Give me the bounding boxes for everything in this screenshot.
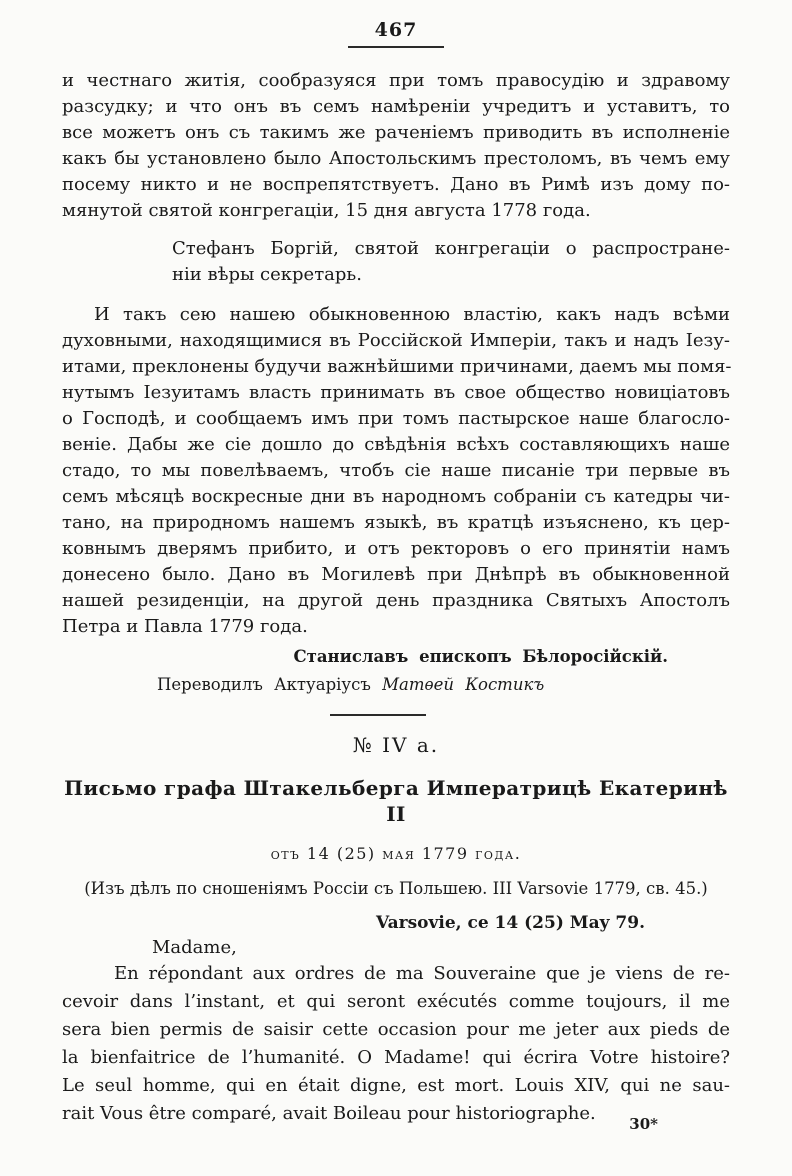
text-line: нашей резиденціи, на другой день праздника Святыхъ Апостолъ bbox=[62, 590, 730, 611]
header-rule bbox=[348, 46, 444, 48]
text-line: ніи вѣры секретарь. bbox=[172, 264, 362, 285]
text-line: все можетъ онъ съ такимъ же раченіемъ приводить въ исполненіе bbox=[62, 122, 730, 143]
section-divider-rule bbox=[330, 714, 426, 716]
doc1-attribution-block bbox=[172, 236, 730, 288]
text-line: cevoir dans l’instant, et qui seront exécutés comme toujours, il me bbox=[62, 991, 730, 1012]
doc2-source-note: (Изъ дѣлъ по сношеніямъ Россіи съ Польшею. III Varsovie 1779, св. 45.) bbox=[84, 879, 708, 898]
doc1-body-paragraph bbox=[62, 302, 730, 640]
text-line: rait Vous être comparé, avait Boileau pour historiographe. bbox=[62, 1103, 596, 1124]
text-line: Le seul homme, qui en était digne, est mort. Louis XIV, qui ne sau- bbox=[62, 1075, 730, 1096]
text-line: Петра и Павла 1779 года. bbox=[62, 616, 308, 637]
translator-prefix: Переводилъ Актуаріусъ bbox=[157, 675, 371, 694]
text-line: En répondant aux ordres de ma Souveraine que je viens de re- bbox=[114, 963, 730, 984]
text-line: стадо, то мы повелѣваемъ, чтобъ сіе наше писаніе три первые въ bbox=[62, 460, 730, 481]
text-line: семъ мѣсяцѣ воскресные дни въ народномъ собраніи съ катедры чи- bbox=[62, 486, 730, 507]
text-line: донесено было. Дано въ Могилевѣ при Днѣпрѣ въ обыкновенной bbox=[62, 564, 730, 585]
printers-signature-mark: 30* bbox=[629, 1115, 658, 1133]
text-line: и честнаго житія, сообразуяся при томъ правосудію и здравому bbox=[62, 70, 730, 91]
doc1-continuation-paragraph bbox=[62, 68, 730, 224]
text-line: la bienfaitrice de l’humanité. O Madame! qui écrira Votre histoire? bbox=[62, 1047, 730, 1068]
text-line: нутымъ Іезуитамъ власть принимать въ свое общество новиціатовъ bbox=[62, 382, 730, 403]
text-line: духовными, находящимися въ Россійской Имперіи, такъ и надъ Іезу- bbox=[62, 330, 730, 351]
text-line: разсудку; и что онъ въ семъ намѣреніи учредитъ и уставитъ, то bbox=[62, 96, 730, 117]
doc2-letter-paragraph bbox=[62, 960, 730, 1128]
page-number: 467 bbox=[374, 19, 418, 41]
text-line: посему никто и не воспрепятствуетъ. Дано въ Римѣ изъ дому по- bbox=[62, 174, 730, 195]
doc1-signature: Станиславъ епископъ Бѣлоросійскій. bbox=[293, 647, 668, 666]
text-line: И такъ сею нашею обыкновенною властію, какъ надъ всѣми bbox=[94, 304, 730, 325]
doc2-subtitle-date: отъ 14 (25) мая 1779 года. bbox=[270, 844, 522, 863]
doc2-salutation: Madame, bbox=[152, 937, 237, 958]
text-line: веніе. Дабы же сіе дошло до свѣдѣнія всѣхъ составляющихъ наше bbox=[62, 434, 730, 455]
text-line: тано, на природномъ нашемъ языкѣ, въ кратцѣ изъяснено, къ цер- bbox=[62, 512, 730, 533]
doc2-dateline: Varsovie, ce 14 (25) May 79. bbox=[375, 913, 645, 933]
text-line: итами, преклонены будучи важнѣйшими причинами, даемъ мы помя- bbox=[62, 356, 732, 377]
page-header bbox=[0, 18, 792, 48]
text-line: Стефанъ Боргій, святой конгрегаціи о распростране- bbox=[172, 238, 730, 259]
doc2-number-heading: № IV a. bbox=[352, 733, 440, 757]
doc1-translator-line bbox=[157, 673, 730, 696]
page-content bbox=[62, 68, 730, 1134]
text-line: о Господѣ, и сообщаемъ имъ при томъ пастырское наше благосло- bbox=[62, 408, 730, 429]
text-line: какъ бы установлено было Апостольскимъ престоломъ, въ чемъ ему bbox=[62, 148, 730, 169]
text-line: мянутой святой конгрегаціи, 15 дня августа 1778 года. bbox=[62, 200, 591, 221]
doc2-title: Письмо графа Штакельберга Императрицѣ Екатеринѣ II bbox=[64, 776, 728, 826]
text-line: ковнымъ дверямъ прибито, и отъ ректоровъ о его принятіи намъ bbox=[62, 538, 730, 559]
text-line: sera bien permis de saisir cette occasion pour me jeter aux pieds de bbox=[62, 1019, 730, 1040]
translator-name: Матѳей Костикъ bbox=[382, 675, 545, 694]
